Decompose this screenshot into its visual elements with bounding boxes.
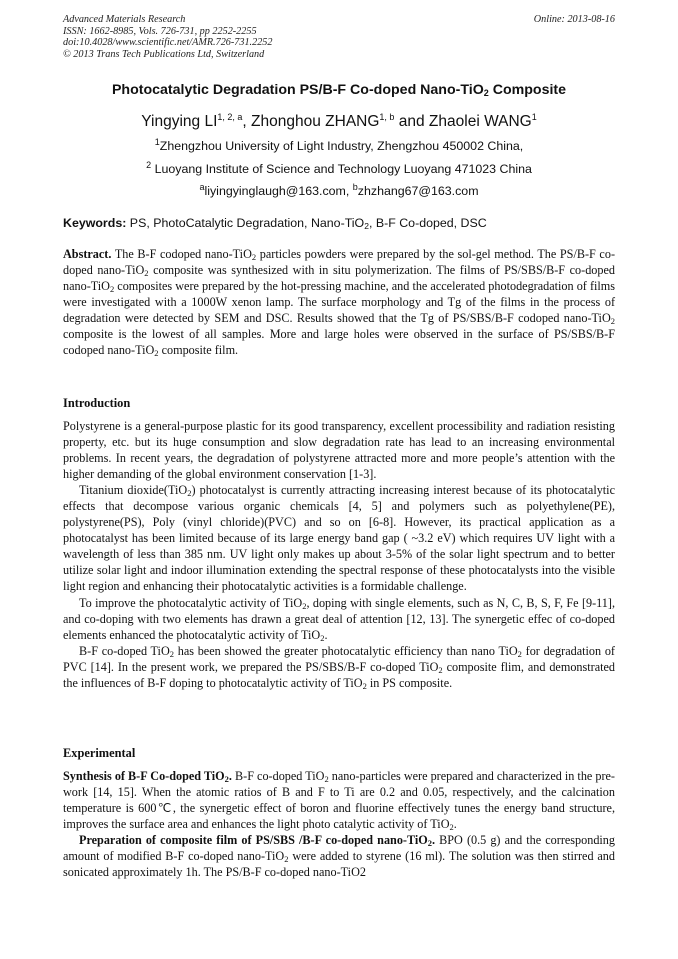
subscript: 2 xyxy=(302,600,307,611)
author-affiliation-mark: 1, 2, a xyxy=(217,112,243,122)
copyright-line: © 2013 Trans Tech Publications Ltd, Switzerland xyxy=(63,48,265,60)
subsection-heading-text: Preparation of composite film of PS/SBS /B-F co-doped nano-TiO xyxy=(79,833,428,848)
subsection-heading-text: . xyxy=(432,833,436,848)
author-name: Zhonghou ZHANG xyxy=(251,113,380,131)
paragraph-text: Polystyrene is a general-purpose plastic for its good transparency, excellent processibility and radiation resisting property, etc. but its huge consumption and slow degradation rate has lead to an increasing environmental problems. In recent years, the degradation of polystyrene attracted more and more people’s attention with the higher demanding of the global environment conservation [1-3]. xyxy=(63,419,615,482)
subscript: 2 xyxy=(449,822,454,833)
paragraph-text: , doping with single elements, such as N, C, B, S, F, Fe [9-11], and co-doping with two elements has drawn a great deal of attention [12, 13]. The synergetic effec of co-doped elements enhanced the photocatalytic activity of TiO xyxy=(63,595,615,642)
introduction-heading: Introduction xyxy=(63,396,131,410)
experimental-heading: Experimental xyxy=(63,746,136,760)
journal-header xyxy=(63,14,615,60)
online-date: Online: 2013-08-16 xyxy=(533,14,615,25)
paragraph-text: BPO (0.5 g) and the corresponding amount of modified B-F co-doped nano-TiO xyxy=(63,833,615,864)
paragraph-text: has been showed the greater photocatalytic efficiency than nano TiO xyxy=(174,643,518,658)
paragraph xyxy=(63,418,615,482)
abstract-text: composite is the lowest of all samples. More and large holes were observed in the surface of PS/SBS/B-F codoped nano-TiO xyxy=(63,327,615,358)
title-end: Composite xyxy=(488,82,567,98)
author-separator: , xyxy=(242,113,252,131)
subsection-heading xyxy=(79,833,435,847)
email-a: liyingyinglaugh@163.com, xyxy=(204,184,353,199)
affiliation-text: Luoyang Institute of Science and Technology Luoyang 471023 China xyxy=(151,162,532,177)
abstract-text: particles powders were prepared by the sol-gel method. The PS/B-F co-doped nano-TiO xyxy=(63,247,615,278)
keywords-text: PS, PhotoCatalytic Degradation, Nano-TiO xyxy=(126,216,365,230)
paragraph-text: . xyxy=(453,817,457,832)
paragraph-text: To improve the photocatalytic activity of TiO xyxy=(79,595,303,610)
subscript: 2 xyxy=(251,252,257,262)
author-name: Zhaolei WANG xyxy=(428,113,532,131)
paragraph-text: nano-particles were prepared and characterized in the pre-work [14, 15]. When the atomic ratios of B and F to Ti are 0.2 and 0.05, respectively, and the calcination temperature is 600℃, the synergetic effect of boron and fluorine effectively tunes the energy band structure, improves the surface area and enhances the light photo catalytic activity of TiO xyxy=(63,769,615,832)
abstract-label: Abstract. xyxy=(63,247,112,261)
subscript: 2 xyxy=(438,664,443,675)
abstract-text: composite film. xyxy=(158,343,239,358)
abstract-text: composites were prepared by the hot-pressing machine, and the accelerated photodegradation of films were investigated with a 1000W xenon lamp. The surface morphology and Tg of the films in the process of degradation were detected by SEM and DSC. Results showed that the Tg of PS/SBS/B-F codoped nano-TiO xyxy=(63,279,615,326)
subsection-heading-text: . xyxy=(228,769,232,783)
email-b: zhzhang67@163.com xyxy=(357,184,479,199)
title-text: Photocatalytic Degradation PS/B-F Co-doped Nano-TiO xyxy=(111,82,484,98)
paragraph-text: in PS composite. xyxy=(366,675,453,690)
experimental-body xyxy=(63,768,615,880)
abstract xyxy=(63,246,615,358)
paragraph-text: composite flim, and demonstrated the influences of B-F doping to photocatalytic activity of TiO xyxy=(63,659,615,690)
paragraph xyxy=(63,643,615,691)
author-affiliation-mark: 1, b xyxy=(379,112,395,122)
email-mark: a xyxy=(199,182,205,192)
paragraph xyxy=(63,482,615,594)
keywords-text: , B-F Co-doped, DSC xyxy=(368,216,487,230)
abstract-text: The B-F codoped nano-TiO xyxy=(111,247,252,261)
subscript: 2 xyxy=(324,774,329,784)
doi-line: doi:10.4028/www.scientific.net/AMR.726-731.2252 xyxy=(63,37,273,49)
title-subscript: 2 xyxy=(483,88,489,98)
paragraph xyxy=(63,595,615,643)
email-mark: b xyxy=(352,182,358,192)
subscript: 2 xyxy=(362,680,367,691)
email-line xyxy=(40,182,638,198)
subscript: 2 xyxy=(144,268,149,279)
subsection-heading xyxy=(63,769,232,783)
author-conjunction: and xyxy=(398,113,429,131)
paragraph xyxy=(63,832,615,880)
subscript: 2 xyxy=(109,284,115,295)
author-affiliation-mark: 1 xyxy=(531,112,537,122)
subscript: 2 xyxy=(187,488,192,499)
affiliation-mark: 2 xyxy=(146,160,152,170)
paragraph-text: were added to styrene (16 ml). The solution was then stirred and sonicated approximately 1h. The PS/B-F co-doped nano-TiO2 xyxy=(63,849,615,880)
journal-name: Advanced Materials Research xyxy=(63,14,186,25)
subscript: 2 xyxy=(320,632,325,643)
paper-title xyxy=(40,82,638,98)
subscript: 2 xyxy=(224,774,229,784)
paragraph xyxy=(63,768,615,832)
paragraph-text: B-F co-doped TiO xyxy=(231,769,325,783)
keywords xyxy=(63,216,623,230)
paragraph-text: for degradation of PVC [14]. In the present work, we prepared the PS/SBS/B-F co-doped TiO xyxy=(63,643,615,674)
affiliation-2 xyxy=(40,160,638,176)
keywords-label: Keywords: xyxy=(63,216,127,230)
author-list xyxy=(40,112,638,131)
affiliation-text: Zhengzhou University of Light Industry, Zhengzhou 450002 China, xyxy=(159,139,524,154)
paragraph-text: Titanium dioxide(TiO xyxy=(79,483,188,498)
subsection-heading-text: Synthesis of B-F Co-doped TiO xyxy=(63,769,225,783)
introduction-body xyxy=(63,418,615,691)
affiliation-mark: 1 xyxy=(154,137,160,147)
issn-line: ISSN: 1662-8985, Vols. 726-731, pp 2252-2255 xyxy=(63,25,257,37)
paragraph-text: ) photocatalyst is currently attracting increasing interest because of its photocatalytic effects that decompose various organic chemicals [4, 5] and polymers such as polyethylene(PE), polystyrene(PS), Poly (vinyl chloride)(PVC) and so on [6-8]. However, its practical application as a photocatalyst has been limited because of its large energy band gap ( ~3.2 eV) which requires UV light with a wavelength of less than 385 nm. UV light only makes up about 3-5% of the solar light spectrum and to better utilize solar light and indoor illumination extending the spectral response of these photocatalysts into the visible light region and enhancing their photocatalytic activities is a formidable challenge. xyxy=(63,483,615,594)
subscript: 2 xyxy=(517,648,522,659)
paragraph-text: B-F co-doped TiO xyxy=(79,643,170,658)
subscript: 2 xyxy=(154,348,159,359)
subscript: 2 xyxy=(364,221,369,231)
subscript: 2 xyxy=(169,648,174,659)
subscript: 2 xyxy=(610,316,615,327)
subscript: 2 xyxy=(427,838,432,849)
author-name: Yingying LI xyxy=(141,113,218,131)
abstract-text: composite was synthesized with in situ polymerization. The films of PS/SBS/B-F co-doped nano-TiO xyxy=(63,263,615,294)
paragraph-text: . xyxy=(324,627,328,642)
affiliation-1 xyxy=(40,137,638,153)
subscript: 2 xyxy=(284,854,289,865)
